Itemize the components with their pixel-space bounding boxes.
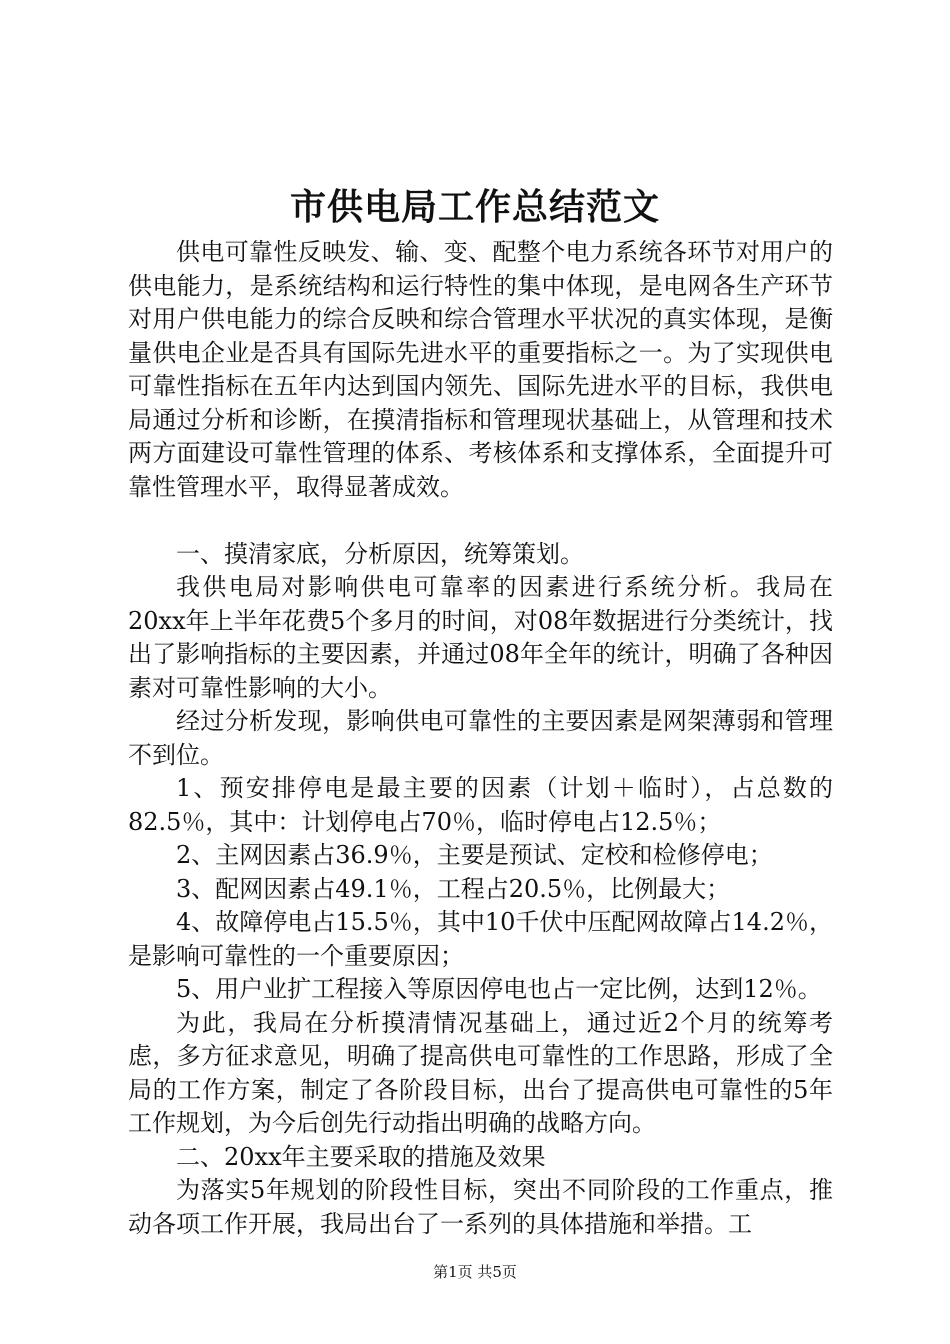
paragraph: 经过分析发现，影响供电可靠性的主要因素是网架薄弱和管理不到位。 [128, 707, 833, 769]
section-heading-1: 一、摸清家底，分析原因，统筹策划。 [176, 539, 584, 568]
list-item: 5、用户业扩工程接入等原因停电也占一定比例，达到12％。 [176, 975, 822, 1003]
document-title: 市供电局工作总结范文 [289, 187, 660, 228]
list-item: 4、故障停电占15.5％，其中10千伏中压配网故障占14.2％，是影响可靠性的一个重要原因； [128, 908, 833, 970]
section-heading-2: 二、20xx年主要采取的措施及效果 [176, 1142, 546, 1171]
document-body [128, 236, 833, 1241]
paragraph-intro: 供电可靠性反映发、输、变、配整个电力系统各环节对用户的供电能力，是系统结构和运行特性的集中体现，是电网各生产环节对用户供电能力的综合反映和综合管理水平状况的真实体现，是衡量供电企业是否具有国际先进水平的重要指标之一。为了实现供电可靠性指标在五年内达到国内领先、国际先进水平的目标，我供电局通过分析和诊断，在摸清指标和管理现状基础上，从管理和技术两方面建设可靠性管理的体系、考核体系和支撑体系，全面提升可靠性管理水平，取得显著成效。 [128, 238, 833, 501]
page-footer: 第1页 共5页 [433, 1263, 517, 1281]
paragraph: 我供电局对影响供电可靠率的因素进行系统分析。我局在20xx年上半年花费5个多月的时间，对08年数据进行分类统计，找出了影响指标的主要因素，并通过08年全年的统计，明确了各种因素对可靠性影响的大小。 [128, 573, 833, 702]
list-item: 1、预安排停电是最主要的因素（计划＋临时），占总数的82.5％，其中：计划停电占70％，临时停电占12.5％； [128, 774, 833, 836]
paragraph: 为此，我局在分析摸清情况基础上，通过近2个月的统筹考虑，多方征求意见，明确了提高供电可靠性的工作思路，形成了全局的工作方案，制定了各阶段目标，出台了提高供电可靠性的5年工作规划，为今后创先行动指出明确的战略方向。 [128, 1008, 833, 1137]
list-item: 3、配网因素占49.1％，工程占20.5％，比例最大； [176, 874, 731, 903]
paragraph: 为落实5年规划的阶段性目标，突出不同阶段的工作重点，推动各项工作开展，我局出台了一系列的具体措施和举措。工 [128, 1176, 833, 1238]
paragraph-spacer [128, 504, 833, 538]
list-item: 2、主网因素占36.9％，主要是预试、定校和检修停电； [176, 841, 773, 869]
